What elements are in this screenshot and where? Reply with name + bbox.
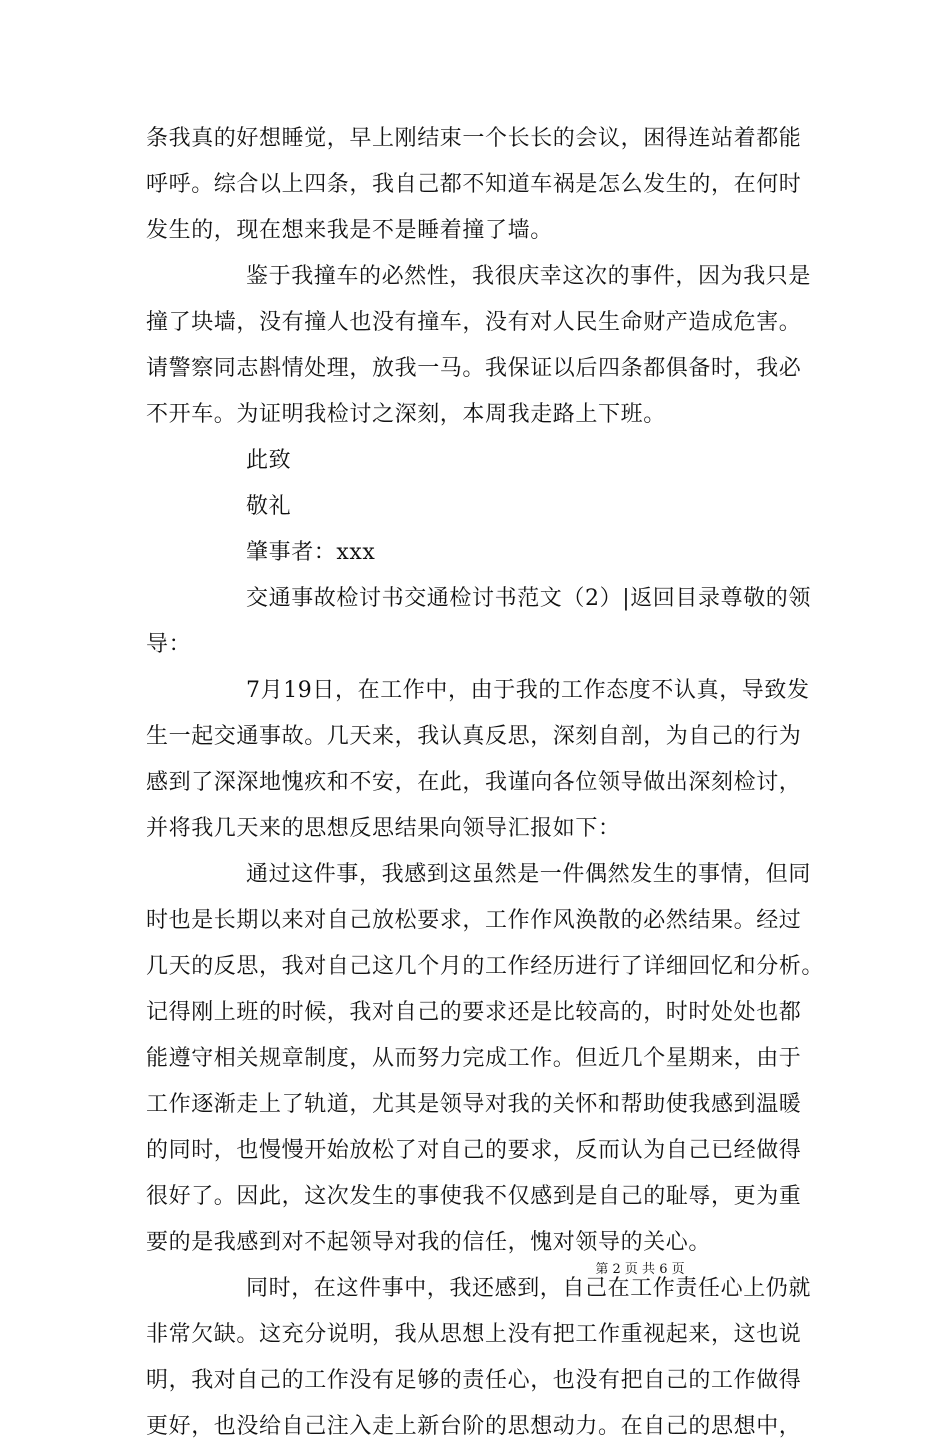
text-line-6: 请警察同志斟情处理，放我一马。我保证以后四条都俱备时，我必 [146,356,802,381]
text-line-13: 7月19日，在工作中，由于我的工作态度不认真，导致发 [246,678,810,703]
text-line-19: 几天的反思，我对自己这几个月的工作经历进行了详细回忆和分析。 [146,954,825,979]
text-line-14: 生一起交通事故。几天来，我认真反思，深刻自剖，为自己的行为 [146,724,802,749]
section-heading: 交通事故检讨书交通检讨书范文（2）|返回目录尊敬的领 [246,586,812,611]
text-line-2: 呼呼。综合以上四条，我自己都不知道车祸是怎么发生的，在何时 [146,172,802,197]
text-line-4: 鉴于我撞车的必然性，我很庆幸这次的事件，因为我只是 [246,264,812,289]
text-line-23: 的同时，也慢慢开始放松了对自己的要求，反而认为自己已经做得 [146,1138,802,1163]
text-line-26: 同时，在这件事中，我还感到，自己在工作责任心上仍就 [246,1276,812,1301]
text-line-7: 不开车。为证明我检讨之深刻，本周我走路上下班。 [146,402,666,427]
signature-line: 肇事者：xxx [246,540,376,565]
text-line-17: 通过这件事，我感到这虽然是一件偶然发生的事情，但同 [246,862,812,887]
text-line-29: 更好，也没给自己注入走上新台阶的思想动力。在自己的思想中， [146,1414,802,1439]
text-line-18: 时也是长期以来对自己放松要求，工作作风涣散的必然结果。经过 [146,908,802,933]
text-line-28: 明，我对自己的工作没有足够的责任心，也没有把自己的工作做得 [146,1368,802,1393]
closing-salutation: 此致 [246,448,292,473]
text-line-22: 工作逐渐走上了轨道，尤其是领导对我的关怀和帮助使我感到温暖 [146,1092,802,1117]
text-line-12: 导： [146,632,192,657]
page-number-footer: 第 2 页 共 6 页 [595,1262,685,1277]
text-line-15: 感到了深深地愧疚和不安，在此，我谨向各位领导做出深刻检讨， [146,770,802,795]
text-line-21: 能遵守相关规章制度，从而努力完成工作。但近几个星期来，由于 [146,1046,802,1071]
text-line-1: 条我真的好想睡觉，早上刚结束一个长长的会议，困得连站着都能 [146,126,802,151]
text-line-27: 非常欠缺。这充分说明，我从思想上没有把工作重视起来，这也说 [146,1322,802,1347]
text-line-24: 很好了。因此，这次发生的事使我不仅感到是自己的耻辱，更为重 [146,1184,802,1209]
text-line-20: 记得刚上班的时候，我对自己的要求还是比较高的，时时处处也都 [146,1000,802,1025]
text-line-5: 撞了块墙，没有撞人也没有撞车，没有对人民生命财产造成危害。 [146,310,802,335]
text-line-16: 并将我几天来的思想反思结果向领导汇报如下： [146,816,621,841]
text-line-25: 要的是我感到对不起领导对我的信任，愧对领导的关心。 [146,1230,712,1255]
document-body [146,116,825,1450]
text-line-3: 发生的，现在想来我是不是睡着撞了墙。 [146,218,553,243]
closing-regards: 敬礼 [246,494,292,519]
